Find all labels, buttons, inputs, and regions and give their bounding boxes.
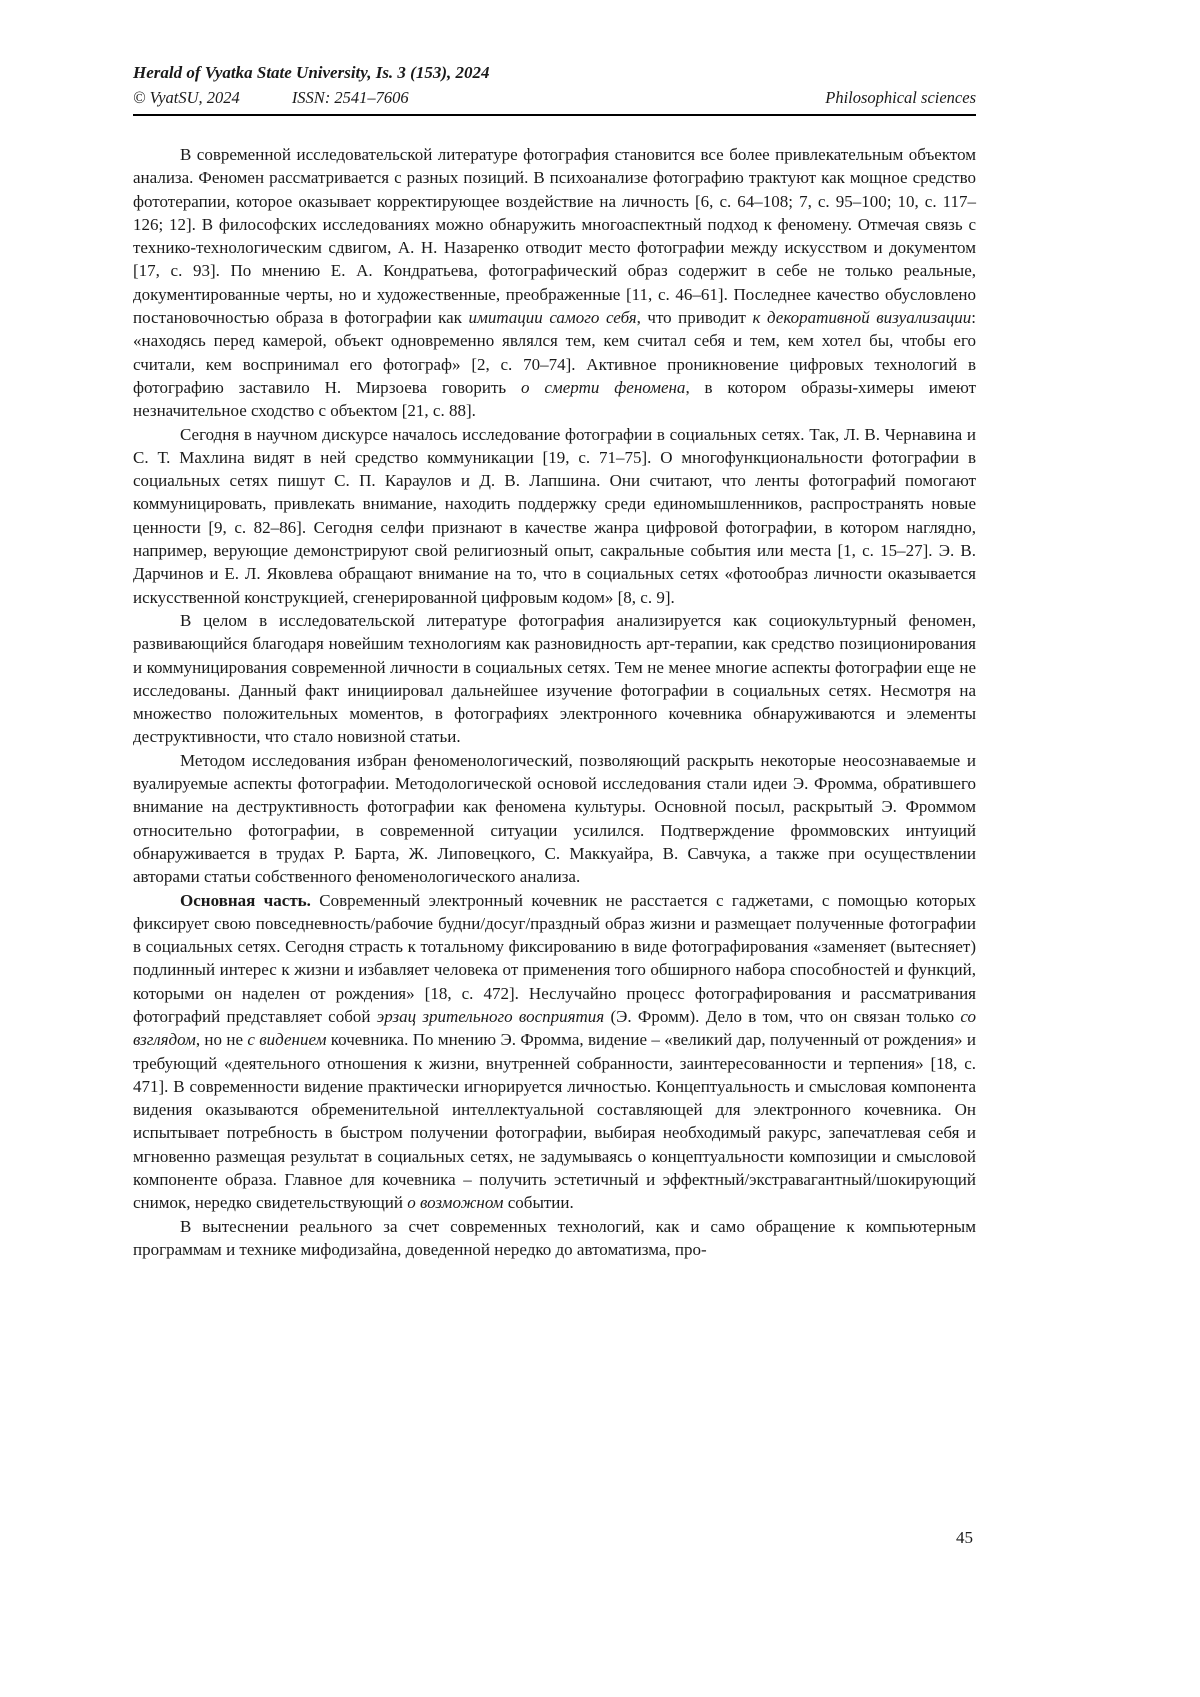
header-meta-left	[133, 87, 409, 109]
text-run: , что приводит	[636, 308, 753, 328]
paragraph	[133, 889, 976, 1215]
issn-label: ISSN: 2541–7606	[291, 88, 409, 107]
text-run: Основная часть.	[180, 890, 311, 910]
text-run: В современной исследовательской литературе фотография становится все более привлекательным объектом анализа. Феномен рассматривается с разных позиций. В психоанализе фотографию трактуют как мощное средство фототерапии, которое оказывает корректирующее воздействие на личность [6, с. 64–108; 7, с. 95–100; 10, с. 117–126; 12]. В философских исследованиях можно обнаружить многоаспектный подход к феномену. Отмечая связь с технико-технологическим сдвигом, А. Н. Назаренко отводит место фотографии между искусством и документом [17, с. 93]. По мнению Е. А. Кондратьева, фотографический образ содержит в себе не только реальные, документированные черты, но и художественные, преображенные [11, с. 46–61]. Последнее качество обусловлено постановочностью образа в фотографии как	[133, 145, 976, 328]
text-run: с видением	[247, 1030, 327, 1050]
paragraph	[133, 609, 976, 749]
paragraph	[133, 749, 976, 889]
text-run: эрзац зрительного восприятия	[376, 1006, 605, 1026]
header-meta-line	[133, 87, 976, 114]
journal-title: Herald of Vyatka State University, Is. 3 (153), 2024	[133, 63, 490, 82]
copyright-notice: © VyatSU, 2024	[133, 88, 240, 107]
text-run: со взглядом	[133, 1006, 976, 1050]
text-run: имитации самого себя	[468, 308, 637, 328]
text-run: В вытеснении реального за счет современных технологий, как и само обращение к компьютерным программам и технике мифодизайна, доведенной нередко до автоматизма, про-	[133, 1216, 976, 1259]
text-run: : «находясь перед камерой, объект одновременно являлся тем, кем считал себя и тем, кем хотел бы, чтобы его считали, кем воспринимал его фотограф» [2, с. 70–74]. Активное проникновение цифровых технологий в фотографию заставило Н. Мирзоева говорить	[133, 308, 976, 397]
text-run: В целом в исследовательской литературе фотография анализируется как социокультурный феномен, развивающийся благодаря новейшим технологиям как разновидность арт-терапии, как средство позиционирования и коммуницирования современной личности в социальных сетях. Тем не менее многие аспекты фотографии еще не исследованы. Данный факт инициировал дальнейшее изучение фотографии в социальных сетях. Несмотря на множество положительных моментов, в фотографиях электронного кочевника обнаруживаются и элементы деструктивности, что стало новизной статьи.	[133, 610, 976, 747]
text-run: Методом исследования избран феноменологический, позволяющий раскрыть некоторые неосознаваемые и вуалируемые аспекты фотографии. Методологической основой исследования стали идеи Э. Фромма, обратившего внимание на деструктивность фотографии как феномена культуры. Основной посыл, раскрытый Э. Фроммом относительно фотографии, в современной ситуации усилился. Подтверждение фроммовских интуиций обнаруживается в трудах Р. Барта, Ж. Липовецкого, С. Маккуайра, В. Савчука, а также при осуществлении авторами статьи собственного феноменологического анализа.	[133, 750, 976, 887]
text-run: событии.	[503, 1193, 574, 1213]
article-body	[133, 143, 976, 1261]
text-run: Сегодня в научном дискурсе началось исследование фотографии в социальных сетях. Так, Л. В. Чернавина и С. Т. Махлина видят в ней средство коммуникации [19, с. 71–75]. О многофункциональности фотографии в социальных сетях пишут С. П. Караулов и Д. В. Лапшина. Они считают, что ленты фотографий помогают коммуницировать, привлекать внимание, находить поддержку среди единомышленников, распространять новые ценности [9, с. 82–86]. Сегодня селфи признают в качестве жанра цифровой фотографии, в котором наглядно, например, верующие демонстрируют свой религиозный опыт, сакральные события или места [1, с. 15–27]. Э. В. Дарчинов и Е. Л. Яковлева обращают внимание на то, что в социальных сетях «фотообраз личности оказывается искусственной конструкцией, сгенерированной цифровым кодом» [8, с. 9].	[133, 424, 976, 607]
page-header	[133, 62, 976, 116]
text-run: (Э. Фромм). Дело в том, что он связан только	[604, 1006, 961, 1026]
paragraph	[133, 1215, 976, 1262]
text-run: к декоративной визуализации	[752, 308, 972, 328]
header-rule	[133, 114, 976, 116]
text-run: о смерти феномена	[521, 377, 686, 397]
text-run: о возможном	[407, 1193, 504, 1213]
text-run: , но не	[195, 1030, 248, 1050]
paragraph	[133, 143, 976, 423]
text-run: Современный электронный кочевник не расстается с гаджетами, с помощью которых фиксирует свою повседневность/рабочие будни/досуг/праздный образ жизни и размещает полученные фотографии в социальных сетях. Сегодня страсть к тотальному фиксированию в виде фотографирования «заменяет (вытесняет) подлинный интерес к жизни и избавляет человека от применения того обширного набора способностей и функций, которыми он наделен от рождения» [18, с. 472]. Неслучайно процесс фотографирования и рассматривания фотографий представляет собой	[133, 890, 976, 1026]
section-label: Philosophical sciences	[825, 88, 976, 107]
paragraph	[133, 423, 976, 609]
page-content	[133, 62, 976, 1261]
text-run: кочевника. По мнению Э. Фромма, видение – «великий дар, полученный от рождения» и требующий «деятельного отношения к жизни, внутренней собранности, заинтересованности и терпения» [18, с. 471]. В современности видение практически игнорируется личностью. Концептуальность и смысловая компонента видения оказываются обременительной интеллектуальной составляющей для электронного кочевника. Он испытывает потребность в быстром получении фотографии, выбирая необходимый ракурс, запечатлевая себя и мгновенно размещая результат в социальных сетях, не задумываясь о концептуальности композиции и смысловой компоненте образа. Главное для кочевника – получить эстетичный и эффектный/экстравагантный/шокирующий снимок, нередко свидетельствующий	[133, 1030, 976, 1213]
page-number: 45	[956, 1528, 973, 1547]
text-run: , в котором образы-химеры имеют незначительное сходство с объектом [21, с. 88].	[133, 377, 976, 421]
